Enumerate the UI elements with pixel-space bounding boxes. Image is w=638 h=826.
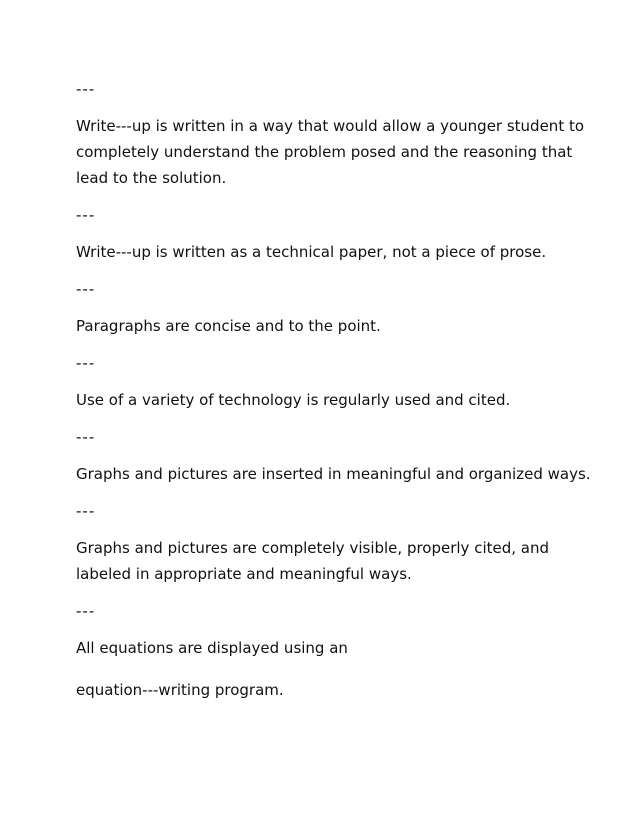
separator: --- — [76, 354, 96, 372]
paragraph-concise: Paragraphs are concise and to the point. — [76, 317, 381, 335]
separator: --- — [76, 502, 96, 520]
separator: --- — [76, 428, 96, 446]
separator: --- — [76, 602, 96, 620]
paragraph-younger-student: Write---up is written in a way that would allow a younger student to completely understand the problem posed and the reasoning that lead to the solution. — [76, 117, 585, 187]
separator: --- — [76, 80, 96, 98]
separator: --- — [76, 280, 96, 298]
separator: --- — [76, 206, 96, 224]
paragraph-technical-paper: Write---up is written as a technical paper, not a piece of prose. — [76, 243, 547, 261]
paragraph-graphs-inserted: Graphs and pictures are inserted in meaningful and organized ways. — [76, 465, 591, 483]
paragraph-graphs-visible: Graphs and pictures are completely visible, properly cited, and labeled in appropriate and meaningful ways. — [76, 539, 550, 583]
paragraph-equations-line1: All equations are displayed using an — [76, 639, 348, 657]
paragraph-equations-line2: equation---writing program. — [76, 681, 284, 699]
paragraph-technology: Use of a variety of technology is regularly used and cited. — [76, 391, 511, 409]
